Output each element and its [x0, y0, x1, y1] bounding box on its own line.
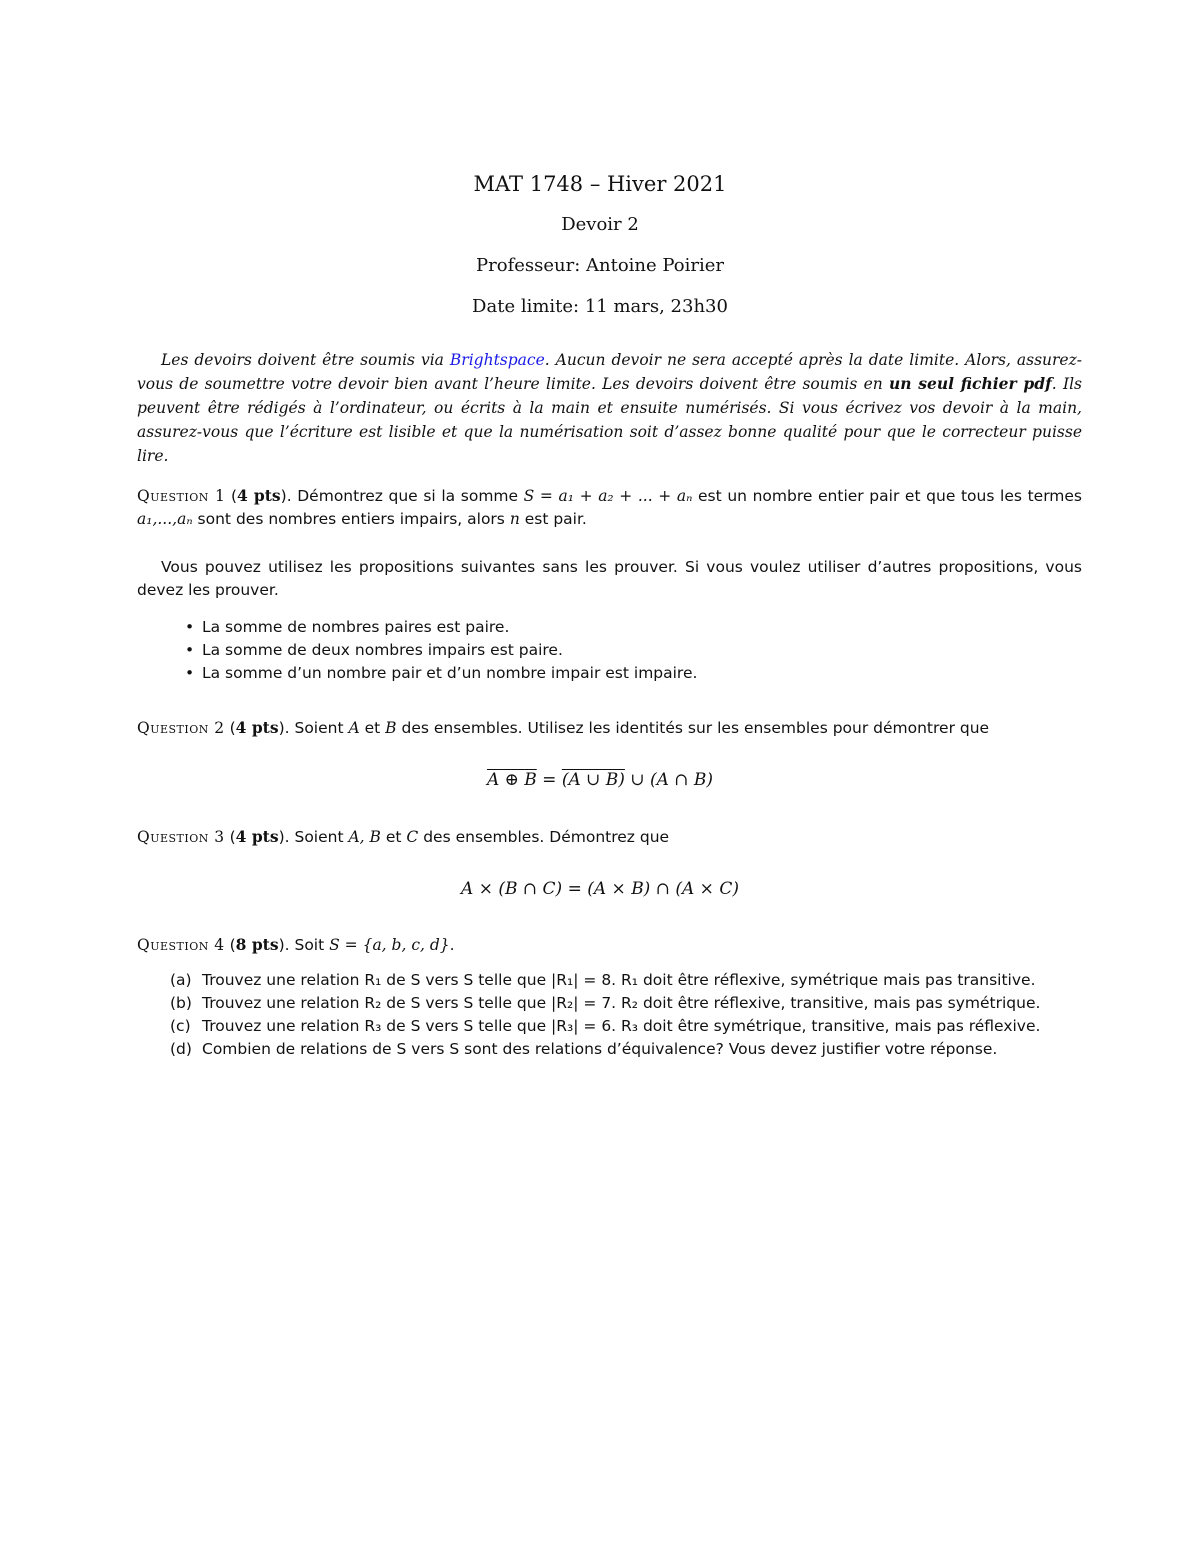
- q2-eq-over: (A ∪ B): [561, 770, 625, 790]
- question-1: Question 1 (4 pts). Démontrez que si la somme S = a₁ + a₂ + ... + aₙ est un nombre entier pair et que tous les termes a₁,...,aₙ sont des nombres entiers impairs, alors n est pair.: [137, 486, 1083, 528]
- bullet-icon: •: [185, 641, 195, 659]
- q1-text-c: sont des nombres entiers impairs, alors: [192, 510, 510, 528]
- instructions-bold: un seul fichier pdf: [889, 374, 1052, 393]
- question-2: Question 2 (4 pts). Soient A et B des ensembles. Utilisez les identités sur les ensembles pour démontrer que: [137, 718, 990, 737]
- instructions-text-2: . Aucun devoir ne sera accepté après la date limite. Alors, assurez-vous de soumettre votre devoir bien avant l’heure limite. Les devoirs doivent être soumis en: [137, 351, 1082, 393]
- question-4-heading: Question 4: [137, 936, 225, 954]
- list-item: [137, 992, 1082, 1015]
- list-item: [137, 616, 1082, 639]
- question-1-points: 4 pts: [237, 486, 281, 505]
- q3-text-a: . Soient: [284, 828, 349, 846]
- q2-set-b: B: [385, 719, 397, 737]
- bullet-text: La somme de nombres paires est paire.: [202, 618, 510, 636]
- q2-eq-left: A ⊕ B: [486, 770, 537, 790]
- bullet-text: La somme de deux nombres impairs est paire.: [202, 641, 563, 659]
- part-label: (d): [170, 1040, 192, 1058]
- q1-text-d: est pair.: [519, 510, 587, 528]
- q2-text-a: . Soient: [284, 719, 349, 737]
- q4-set: S = {a, b, c, d}: [329, 936, 450, 954]
- q2-et: et: [359, 719, 386, 737]
- question-3-points: 4 pts: [235, 827, 279, 846]
- list-item: [137, 1015, 1082, 1038]
- q3-et: et: [380, 828, 407, 846]
- question-4: Question 4 (8 pts). Soit S = {a, b, c, d}.: [137, 935, 455, 954]
- q1-text-b: est un nombre entier pair et que tous les termes: [692, 487, 1083, 505]
- q3-sets: A, B: [348, 828, 381, 846]
- q2-eq-mid: =: [536, 770, 562, 790]
- bullet-icon: •: [185, 664, 195, 682]
- q4-text-a: . Soit: [284, 936, 330, 954]
- list-item: [137, 1038, 1082, 1061]
- q2-set-a: A: [348, 719, 360, 737]
- part-label: (b): [170, 994, 192, 1012]
- question-3: Question 3 (4 pts). Soient A, B et C des ensembles. Démontrez que: [137, 827, 670, 846]
- list-item: [137, 639, 1082, 662]
- q1-sum: S = a₁ + a₂ + ... + aₙ: [523, 487, 693, 505]
- q2-text-b: des ensembles. Utilisez les identités sur les ensembles pour démontrer que: [396, 719, 990, 737]
- q3-text-b: des ensembles. Démontrez que: [418, 828, 670, 846]
- question-2-heading: Question 2: [137, 719, 225, 737]
- q4-parts-list: [137, 969, 1082, 1061]
- question-1-heading: Question 1: [137, 487, 226, 505]
- question-3-heading: Question 3: [137, 828, 225, 846]
- part-text: Trouvez une relation R₃ de S vers S telle que |R₃| = 6. R₃ doit être symétrique, transitive, mais pas réflexive.: [202, 1017, 1041, 1035]
- question-4-points: 8 pts: [235, 935, 279, 954]
- deadline-line: Date limite: 11 mars, 23h30: [472, 296, 728, 317]
- q1-terms: a₁,...,aₙ: [137, 510, 193, 528]
- bullet-icon: •: [185, 618, 195, 636]
- instructions-text-3: . Ils peuvent être rédigés à l’ordinateur, ou écrits à la main et ensuite numérisés. Si vous écrivez vos devoir à la main, assurez-vous que l’écriture est lisible et que la numérisation soit d’assez bonne qualité pour que le correcteur puisse lire.: [137, 375, 1082, 465]
- part-label: (c): [170, 1017, 191, 1035]
- part-text: Trouvez une relation R₂ de S vers S telle que |R₂| = 7. R₂ doit être réflexive, transitive, mais pas symétrique.: [202, 994, 1041, 1012]
- bullet-text: La somme d’un nombre pair et d’un nombre impair est impaire.: [202, 664, 698, 682]
- q1-text-a: . Démontrez que si la somme: [286, 487, 524, 505]
- assignment-title: Devoir 2: [561, 214, 639, 235]
- q1-n: n: [509, 510, 520, 528]
- list-item: [137, 662, 1082, 685]
- part-text: Combien de relations de S vers S sont des relations d’équivalence? Vous devez justifier votre réponse.: [202, 1040, 998, 1058]
- q4-text-b: .: [449, 936, 455, 954]
- question-2-points: 4 pts: [235, 718, 279, 737]
- q1-bullet-list: [137, 616, 1082, 685]
- course-title: MAT 1748 – Hiver 2021: [473, 172, 727, 196]
- q3-equation: A × (B ∩ C) = (A × B) ∩ (A × C): [461, 879, 739, 899]
- q1-hint: Vous pouvez utilisez les propositions suivantes sans les prouver. Si vous voulez utiliser d’autres propositions, vous devez les prouver.: [137, 558, 1082, 599]
- q2-eq-right: ∪ (A ∩ B): [624, 770, 714, 790]
- instructions-paragraph: [137, 348, 1082, 468]
- instructions-text-1: Les devoirs doivent être soumis via: [161, 351, 450, 369]
- brightspace-link[interactable]: Brightspace: [449, 351, 545, 369]
- professor-line: Professeur: Antoine Poirier: [476, 255, 724, 276]
- part-text: Trouvez une relation R₁ de S vers S telle que |R₁| = 8. R₁ doit être réflexive, symétrique mais pas transitive.: [202, 971, 1036, 989]
- part-label: (a): [170, 971, 192, 989]
- list-item: [137, 969, 1082, 992]
- q3-set-c: C: [406, 828, 419, 846]
- q2-equation: [0, 770, 1200, 790]
